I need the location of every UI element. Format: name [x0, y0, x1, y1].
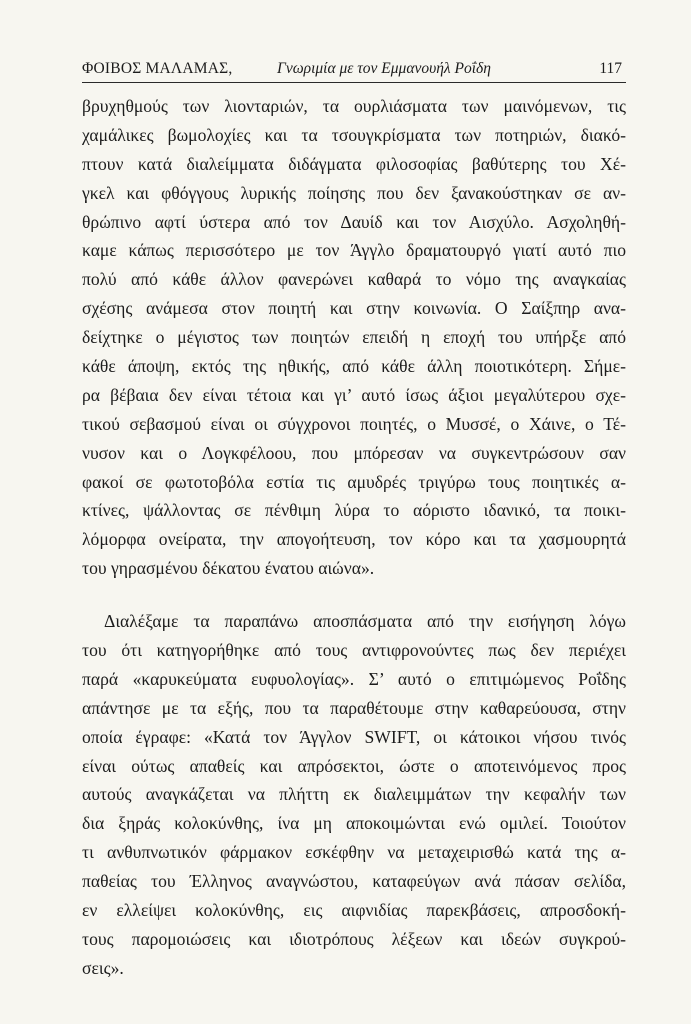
text-line: του ότι κατηγορήθηκε από τους αντιφρονούντες πως δεν περιέχει: [82, 640, 626, 661]
text-line: εν ελλείψει κολοκύνθης, εις αιφνιδίας παρεκβάσεις, απροσδοκή-: [82, 900, 626, 921]
text-line: κάθε άποψη, εκτός της ηθικής, από κάθε άλλη ποιοτικότερη. Σήμε-: [82, 356, 626, 377]
paragraph-gap: [82, 583, 626, 607]
text-line: αυτούς αναγκάζεται να πλήττη εκ διαλειμμάτων την κεφαλήν των: [82, 784, 626, 805]
text-line: χαμάλικες βωμολοχίες και τα τσουγκρίσματα των ποτηριών, διακό-: [82, 124, 626, 145]
text-line: παθείας του Έλληνος αναγνώστου, καταφεύγων ανά πάσαν σελίδα,: [82, 871, 626, 892]
text-line: είναι ούτως απαθείς και απρόσεκτοι, ώστε ο αποτεινόμενος προς: [82, 755, 626, 776]
text-line: πολύ από κάθε άλλον φανερώνει καθαρά το νόμο της αναγκαίας: [82, 269, 626, 290]
text-line: Διαλέξαμε τα παραπάνω αποσπάσματα από την εισήγηση λόγω: [104, 611, 626, 632]
text-line: σεις».: [82, 957, 124, 978]
text-line: απάντησε με τα εξής, που τα παραθέτουμε στην καθαρεύουσα, στην: [82, 697, 626, 718]
paragraph-1: [82, 92, 626, 583]
text-line: φακοί σε φωτοτοβόλα εστία τις αμυδρές τριγύρω τους ποιητικές α-: [82, 471, 626, 492]
page-number: 117: [599, 60, 622, 77]
text-line: σχέσης ανάμεσα στον ποιητή και στην κοινωνία. Ο Σαίξπηρ ανα-: [82, 298, 626, 319]
text-line: δείχτηκε ο μέγιστος των ποιητών επειδή η εποχή του υπήρξε από: [82, 327, 626, 348]
text-line: ρα βέβαια δεν είναι τέτοια και γι’ αυτό ίσως άξιοι μεγαλύτερου σχε-: [82, 384, 626, 405]
text-line: κτίνες, ψάλλοντας σε πένθιμη λύρα το αόριστο ιδανικό, τα ποικι-: [82, 500, 626, 521]
text-line: δια ξηράς κολοκύνθης, ίνα μη αποκοιμώνται ενώ ομιλεί. Τοιούτον: [82, 813, 626, 834]
header-author: ΦΟΙΒΟΣ ΜΑΛΑΜΑΣ,: [82, 60, 233, 77]
text-line: γκελ και φθόγγους λυρικής ποίησης που δεν ξανακούστηκαν σε αν-: [82, 182, 626, 203]
text-line: του γηρασμένου δέκατου ένατου αιώνα».: [82, 558, 375, 579]
text-line: λόμορφα ονείρατα, την απογοήτευση, τον κόρο και τα χασμουρητά: [82, 529, 626, 550]
text-line: τι ανθυπνωτικόν φάρμακον εσκέφθην να μεταχειρισθώ κατά της α-: [82, 842, 626, 863]
text-line: οποία έγραφε: «Κατά τον Άγγλον SWIFT, οι κάτοικοι νήσου τινός: [82, 726, 626, 747]
text-line: τους παρομοιώσεις και ιδιοτρόπους λέξεων και ιδεών συγκρού-: [82, 928, 626, 949]
running-header: [82, 58, 626, 83]
paragraph-2: [82, 607, 626, 983]
text-line: θρώπινο αφτί ύστερα από τον Δαυίδ και τον Αισχύλο. Ασχοληθή-: [82, 211, 626, 232]
text-line: βρυχηθμούς των λιονταριών, τα ουρλιάσματα των μαινόμενων, τις: [82, 96, 626, 116]
text-line: καμε κάπως περισσότερο με τον Άγγλο δραματουργό γιατί αυτό πιο: [82, 240, 626, 261]
body-text: [82, 92, 626, 983]
text-line: νυσον και ο Λογκφέλοου, που μπόρεσαν να συγκεντρώσουν σαν: [82, 442, 626, 463]
text-line: πτουν κατά διαλείμματα διδάγματα φιλοσοφίας βαθύτερης του Χέ-: [82, 153, 626, 174]
text-line: τικού σεβασμού είναι οι σύγχρονοι ποιητές, ο Μυσσέ, ο Χάινε, ο Τέ-: [82, 413, 626, 434]
text-line: παρά «καρυκεύματα ευφυολογίας». Σ’ αυτό ο επιτιμώμενος Ροΐδης: [82, 668, 626, 689]
header-title: Γνωριμία με τον Εμμανουήλ Ροΐδη: [277, 60, 491, 77]
